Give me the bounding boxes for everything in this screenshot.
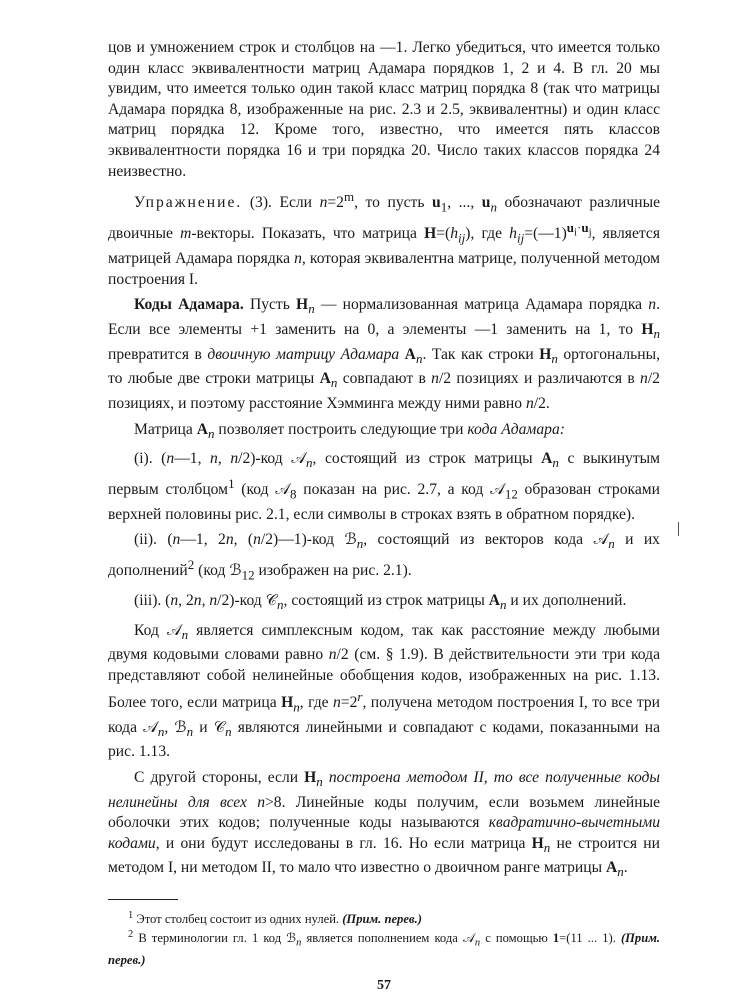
paragraph-nonlinear-codes: С другой стороны, если $H_n$ построена методом II, то все полученные коды нелинейны для всех n>8. Линейные коды получим, если возьмем линейные оболочки этих кодов; полученные коды называются квадратично-вычетными кодами, и они будут исследованы в гл. 16. Но если матрица $H_n$ не строится ни методом I, ни методом II, то мало что известно о двоичном ранге матрицы $A_n$. <box>108 768 661 880</box>
margin-mark <box>678 522 679 536</box>
paragraph-hadamard-codes: Коды Адамара. Пусть $H_n$ — нормализованная матрица Адамара порядка n. Если все элементы +1 заменить на 0, а элементы —1 заменить на 1, то $H_n$ превратится в двоичную матрицу Адамара $A_n$. Так как строки $H_n$ ортогональны, то любые две строки матрицы $A_n$ совпадают в n/2 позициях и различаются в n/2 позициях, и поэтому расстояние Хэмминга между ними равно n/2. <box>108 296 661 412</box>
paragraph-three-codes: Матрица $A_n$ позволяет построить следующие три кода Адамара: <box>134 420 565 441</box>
page-number: 57 <box>377 977 391 993</box>
list-item-code-a: (i). (n—1, n, n/2)-код 𝒜$_n$, состоящий из строк матрицы $A_n$ с выкинутым первым столбцом$^1$ (код 𝒜$_8$ показан на рис. 2.7, а код 𝒜$_{12}$ образован строками верхней половины рис. 2.1, если символы в строках взять в обратном порядке). <box>108 450 661 523</box>
paragraph-equivalence-classes: цов и умножением строк и столбцов на —1. Легко убедиться, что имеется только один класс эквивалентности матриц Адамара порядков 1, 2 и 4. В гл. 20 мы увидим, что имеется только один такой класс матриц порядка 8 (так что матрицы Адамара порядка 8, изображенные на рис. 2.3 и 2.5, эквивалентны) и один класс матриц порядка 12. Кроме того, известно, что имеется пять классов эквивалентности порядка 16 и три порядка 20. Число таких классов порядка 24 неизвестно. <box>108 39 660 180</box>
footnote-2: $^2$ В терминологии гл. 1 код ℬ$_n$ является пополнением кода 𝒜$_n$ с помощью 1=(11 ... 1). (Прим. перев.) <box>108 929 661 967</box>
list-item-code-b: (ii). (n—1, 2n, (n/2)—1)-код ℬ$_n$, состоящий из векторов кода 𝒜$_n$ и их дополнений$^2$ (код ℬ$_{12}$ изображен на рис. 2.1). <box>108 531 660 583</box>
paragraph-simplex-code: Код 𝒜$_n$ является симплексным кодом, так как расстояние между любыми двумя кодовыми словами равно n/2 (см. § 1.9). В действительности эти три кода представляют собой нелинейные обобщения кодов, изображенных на рис. 1.13. Более того, если матрица $H_n$, где $n=2^r$, получена методом построения I, то все три кода 𝒜$_n$, ℬ$_n$ и 𝒞$_n$ являются линейными и совпадают с кодами, показанными на рис. 1.13. <box>108 621 661 761</box>
paragraph-exercise: Упражнение. (3). Если $n=2^m$, то пусть $u_1$, ..., $u_n$ обозначают различные двоичные m-векторы. Показать, что матрица $H=(h_{ij})$, где $h_{ij}=(—1)^{u_i\cdot u_j}$, является матрицей Адамара порядка n, которая эквивалентна матрице, полученной методом построения I. <box>108 189 660 288</box>
footnote-1: $^1$ Этот столбец состоит из одних нулей. (Прим. перев.) <box>128 910 422 927</box>
footnote-separator <box>108 899 178 900</box>
list-item-code-c: (iii). (n, 2n, n/2)-код 𝒞$_n$, состоящий из строк матрицы $A_n$ и их дополнений. <box>134 592 627 613</box>
